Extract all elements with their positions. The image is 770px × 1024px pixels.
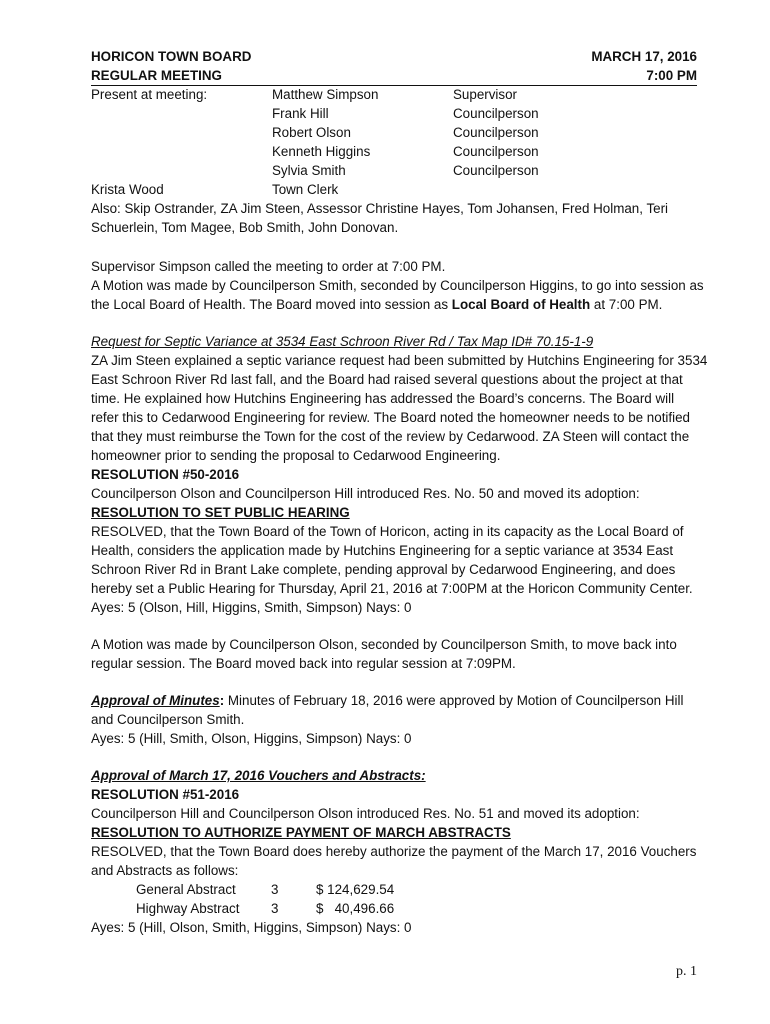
- abstract-amount: $ 40,496.66: [316, 901, 395, 916]
- motion-text: regular session. The Board moved back into regular session at 7:09PM.: [91, 656, 516, 671]
- abstract-name: General Abstract: [136, 882, 236, 897]
- resolved-line: and Abstracts as follows:: [91, 863, 239, 878]
- resolution-number: RESOLUTION #50-2016: [91, 467, 240, 482]
- abstract-row: [91, 899, 731, 918]
- paragraph-line: East Schroon River Rd last fall, and the Board had raised several questions about the project at that: [91, 372, 683, 387]
- member-name: Matthew Simpson: [272, 87, 379, 102]
- motion-text: A Motion was made by Councilperson Smith, seconded by Councilperson Higgins, to go into session as: [91, 278, 704, 293]
- resolution-intro: Councilperson Hill and Councilperson Olson introduced Res. No. 51 and moved its adoption:: [91, 806, 640, 821]
- member-role: Councilperson: [453, 125, 539, 140]
- paragraph-line: ZA Jim Steen explained a septic variance request had been submitted by Hutchins Engineering for 3534: [91, 353, 708, 368]
- member-name: Frank Hill: [272, 106, 329, 121]
- also-present-line: Schuerlein, Tom Magee, Bob Smith, John Donovan.: [91, 220, 399, 235]
- resolution-title: RESOLUTION TO AUTHORIZE PAYMENT OF MARCH ABSTRACTS: [91, 825, 511, 840]
- vote-line: Ayes: 5 (Olson, Hill, Higgins, Smith, Simpson) Nays: 0: [91, 600, 412, 615]
- resolved-line: Health, considers the application made by Hutchins Engineering for a septic variance at 3534 East: [91, 543, 674, 558]
- page-number: p. 1: [676, 964, 697, 979]
- org-name: HORICON TOWN BOARD: [91, 49, 252, 64]
- member-name: Sylvia Smith: [272, 163, 346, 178]
- attendance-row: [91, 161, 711, 180]
- resolution-number: RESOLUTION #51-2016: [91, 787, 240, 802]
- abstract-number: 3: [271, 901, 279, 916]
- clerk-name: Krista Wood: [91, 182, 164, 197]
- minutes-heading: Approval of Minutes: [91, 693, 220, 708]
- paragraph-line: and Councilperson Smith.: [91, 712, 245, 727]
- attendance-row: [91, 142, 711, 161]
- board-of-health-label: Local Board of Health: [451, 297, 591, 312]
- attendance-row: [91, 104, 711, 123]
- paragraph-line: refer this to Cedarwood Engineering for review. The Board noted the homeowner needs to be notified: [91, 410, 690, 425]
- resolved-line: RESOLVED, that the Town Board of the Town of Horicon, acting in its capacity as the Local Board of: [91, 524, 684, 539]
- clerk-role: Town Clerk: [272, 182, 339, 197]
- document-header: [91, 47, 697, 86]
- motion-text: A Motion was made by Councilperson Olson, seconded by Councilperson Smith, to move back into: [91, 637, 677, 652]
- abstract-row: [91, 880, 731, 899]
- resolution-intro: Councilperson Olson and Councilperson Hill introduced Res. No. 50 and moved its adoption:: [91, 486, 640, 501]
- also-present-line: Also: Skip Ostrander, ZA Jim Steen, Assessor Christine Hayes, Tom Johansen, Fred Holman, Teri: [91, 201, 669, 216]
- minutes-body: [91, 257, 731, 937]
- member-role: Councilperson: [453, 163, 539, 178]
- resolution-title: RESOLUTION TO SET PUBLIC HEARING: [91, 505, 350, 520]
- minutes-approval: Approval of Minutes: Minutes of February 18, 2016 were approved by Motion of Councilperson Hill: [91, 693, 684, 708]
- paragraph-line: homeowner prior to sending the proposal to Cedarwood Engineering.: [91, 448, 501, 463]
- member-role: Councilperson: [453, 106, 539, 121]
- clerk-row: [91, 180, 711, 199]
- abstract-amount: $ 124,629.54: [316, 882, 395, 897]
- abstract-name: Highway Abstract: [136, 901, 240, 916]
- attendance-block: [91, 85, 711, 237]
- meeting-date: MARCH 17, 2016: [591, 49, 697, 64]
- vote-line: Ayes: 5 (Hill, Smith, Olson, Higgins, Simpson) Nays: 0: [91, 731, 412, 746]
- member-name: Robert Olson: [272, 125, 351, 140]
- vote-line: Ayes: 5 (Hill, Olson, Smith, Higgins, Simpson) Nays: 0: [91, 920, 412, 935]
- abstract-number: 3: [271, 882, 279, 897]
- resolved-line: Schroon River Rd in Brant Lake complete, pending approval by Cedarwood Engineering, and does: [91, 562, 676, 577]
- member-role: Supervisor: [453, 87, 518, 102]
- motion-text: the Local Board of Health. The Board moved into session as Local Board of Health at 7:00 PM.: [91, 297, 663, 312]
- vouchers-heading: Approval of March 17, 2016 Vouchers and Abstracts:: [91, 768, 426, 783]
- meeting-type: REGULAR MEETING: [91, 68, 222, 83]
- paragraph-line: time. He explained how Hutchins Engineering has addressed the Board’s concerns. The Board will: [91, 391, 675, 406]
- meeting-time: 7:00 PM: [646, 68, 697, 83]
- paragraph-line: that they must reimburse the Town for the cost of the review by Cedarwood. ZA Steen will contact the: [91, 429, 690, 444]
- attendance-row: [91, 85, 711, 104]
- septic-heading: Request for Septic Variance at 3534 East Schroon River Rd / Tax Map ID# 70.15-1-9: [91, 334, 594, 349]
- header-rule: [91, 66, 697, 86]
- resolved-line: RESOLVED, that the Town Board does hereby authorize the payment of the March 17, 2016 Vouchers: [91, 844, 697, 859]
- call-to-order: Supervisor Simpson called the meeting to order at 7:00 PM.: [91, 259, 446, 274]
- member-role: Councilperson: [453, 144, 539, 159]
- present-label: Present at meeting:: [91, 87, 208, 102]
- attendance-row: [91, 123, 711, 142]
- resolved-line: hereby set a Public Hearing for Thursday, April 21, 2016 at 7:00PM at the Horicon Community Center.: [91, 581, 693, 596]
- member-name: Kenneth Higgins: [272, 144, 371, 159]
